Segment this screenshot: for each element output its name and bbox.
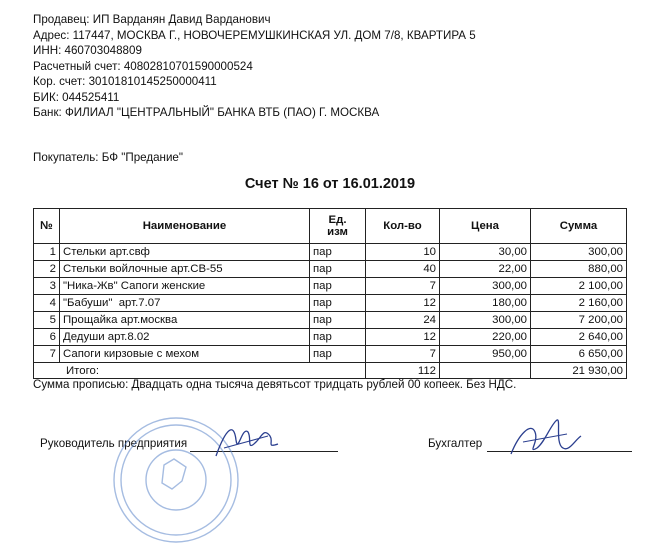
- cell-num: 2: [34, 261, 60, 278]
- table-header-row: [34, 209, 627, 244]
- cell-sum: 2 100,00: [531, 278, 627, 295]
- sum-in-words: Сумма прописью: Двадцать одна тысяча девятьсот тридцать рублей 00 копеек. Без НДС.: [33, 378, 517, 391]
- seller-corr-account: Кор. счет: 30101810145250000411: [33, 75, 217, 88]
- header-name: Наименование: [60, 209, 310, 244]
- total-label: Итого:: [34, 363, 366, 379]
- table-row: [34, 261, 627, 278]
- header-price: Цена: [440, 209, 531, 244]
- cell-name: Сапоги кирзовые с мехом: [60, 346, 310, 363]
- cell-unit: пар: [310, 261, 366, 278]
- total-sum: 21 930,00: [531, 363, 627, 379]
- seller-account: Расчетный счет: 40802810701590000524: [33, 59, 253, 73]
- cell-price: 180,00: [440, 295, 531, 312]
- total-price-empty: [440, 363, 531, 379]
- cell-price: 30,00: [440, 244, 531, 261]
- cell-price: 300,00: [440, 278, 531, 295]
- cell-sum: 2 640,00: [531, 329, 627, 346]
- header-unit: [310, 209, 366, 244]
- cell-sum: 2 160,00: [531, 295, 627, 312]
- cell-unit: пар: [310, 244, 366, 261]
- buyer: Покупатель: БФ "Предание": [33, 151, 183, 164]
- cell-qty: 7: [366, 346, 440, 363]
- table-row: [34, 329, 627, 346]
- header-qty: Кол-во: [366, 209, 440, 244]
- cell-sum: 6 650,00: [531, 346, 627, 363]
- cell-qty: 40: [366, 261, 440, 278]
- cell-unit: пар: [310, 346, 366, 363]
- cell-name: Дедуши арт.8.02: [60, 329, 310, 346]
- invoice-table: [33, 208, 627, 379]
- table-row: [34, 278, 627, 295]
- table-row: [34, 312, 627, 329]
- seller-name: Продавец: ИП Варданян Давид Варданович: [33, 13, 271, 26]
- table-total-row: [34, 363, 627, 379]
- cell-num: 1: [34, 244, 60, 261]
- total-qty: 112: [366, 363, 440, 379]
- director-signature-icon: [212, 418, 282, 464]
- accountant-signature-icon: [505, 414, 585, 464]
- header-num: №: [34, 209, 60, 244]
- cell-price: 220,00: [440, 329, 531, 346]
- seller-bik: БИК: 044525411: [33, 90, 120, 104]
- cell-unit: пар: [310, 329, 366, 346]
- cell-sum: 300,00: [531, 244, 627, 261]
- header-unit-line2: изм: [327, 226, 348, 238]
- seller-bank: Банк: ФИЛИАЛ "ЦЕНТРАЛЬНЫЙ" БАНКА ВТБ (ПАО) Г. МОСКВА: [33, 106, 380, 119]
- cell-sum: 7 200,00: [531, 312, 627, 329]
- seller-block: [33, 12, 476, 121]
- table-row: [34, 346, 627, 363]
- cell-num: 5: [34, 312, 60, 329]
- cell-name: Стельки войлочные арт.СВ-55: [60, 261, 310, 278]
- invoice-title: Счет № 16 от 16.01.2019: [244, 176, 416, 192]
- cell-price: 22,00: [440, 261, 531, 278]
- cell-name: "Ника-Жв" Сапоги женские: [60, 278, 310, 295]
- cell-unit: пар: [310, 278, 366, 295]
- cell-sum: 880,00: [531, 261, 627, 278]
- table-row: [34, 295, 627, 312]
- seller-inn: ИНН: 460703048809: [33, 44, 142, 57]
- cell-qty: 7: [366, 278, 440, 295]
- header-sum: Сумма: [531, 209, 627, 244]
- cell-num: 3: [34, 278, 60, 295]
- cell-name: "Бабуши" арт.7.07: [60, 295, 310, 312]
- cell-qty: 24: [366, 312, 440, 329]
- cell-name: Стельки арт.свф: [60, 244, 310, 261]
- cell-name: Прощайка арт.москва: [60, 312, 310, 329]
- cell-num: 4: [34, 295, 60, 312]
- table-row: [34, 244, 627, 261]
- cell-qty: 10: [366, 244, 440, 261]
- seller-address: Адрес: 117447, МОСКВА Г., НОВОЧЕРЕМУШКИНСКАЯ УЛ. ДОМ 7/8, КВАРТИРА 5: [33, 28, 476, 42]
- cell-price: 300,00: [440, 312, 531, 329]
- cell-num: 7: [34, 346, 60, 363]
- cell-qty: 12: [366, 295, 440, 312]
- cell-num: 6: [34, 329, 60, 346]
- cell-qty: 12: [366, 329, 440, 346]
- accountant-label: Бухгалтер: [428, 437, 483, 450]
- header-unit-line1: Ед.: [328, 214, 347, 226]
- cell-price: 950,00: [440, 346, 531, 363]
- cell-unit: пар: [310, 312, 366, 329]
- cell-unit: пар: [310, 295, 366, 312]
- director-label: Руководитель предприятия: [40, 437, 188, 450]
